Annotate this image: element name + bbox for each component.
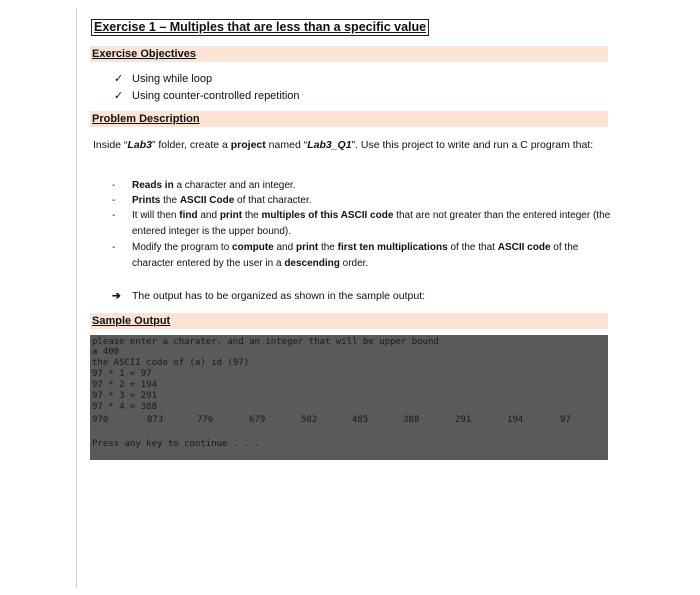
multiple-value: 485 [352,415,369,425]
console-line: 97 * 2 = 194 [92,380,158,390]
check-icon: ✓ [114,73,124,85]
console-line: 97 * 4 = 388 [92,402,158,412]
multiple-value: 970 [92,415,109,425]
multiple-value: 679 [249,415,266,425]
console-line: the ASCII code of (a) id (97) [92,358,250,368]
output-note: ➔ The output has to be organized as shown in the sample output: [112,290,426,302]
multiple-value: 388 [403,415,420,425]
margin-line [76,8,77,588]
sample-heading-bar [90,313,608,329]
problem-heading: Problem Description [92,113,200,125]
objective-item: ✓ Using counter-controlled repetition [114,90,300,102]
console-output [90,335,608,460]
problem-intro: Inside “Lab3” folder, create a project named “Lab3_Q1”. Use this project to write and run a C program that: [93,139,594,151]
document-page: Exercise 1 – Multiples that are less than a specific value Exercise Objectives ✓ Using while loop ✓ Using counter-controlled repetition Problem Description Inside “Lab3” folder, create a project named “Lab3_Q1”. Use this project to write and run a C program that: - Reads in a character and an integer. - Prints the ASCII Code of that character. - It will then find and print the multiples of this ASCII code that are not greater than the entered integer (the entered integer is the upper bound). - Modify the program to compute and print the first ten multiplications of the that ASCII code of the character entered by the user in a descending order. ➔ The output has to be organized as shown in the sample output: Sample Output please enter a charater, and an integer that will be upper bound a 400 the ASCII code of (a) id (97) 97 * 1 = 97 97 * 2 = 194 97 * 3 = 291 97 * 4 = 388 Press any key to continue . . . 970 873 776 679 582 485 388 291 194 97 [0,0,700,595]
console-line: please enter a charater, and an integer that will be upper bound [92,337,439,347]
console-line: Press any key to continue . . . [92,439,260,449]
multiple-value: 291 [455,415,472,425]
multiple-value: 97 [560,415,571,425]
multiple-value: 194 [507,415,524,425]
multiple-value: 776 [197,415,214,425]
sample-heading: Sample Output [92,315,171,327]
objective-item: ✓ Using while loop [114,73,213,85]
console-line: a 400 [92,347,120,357]
arrow-right-icon: ➔ [112,290,121,302]
exercise-title: Exercise 1 – Multiples that are less than a specific value [91,19,429,36]
problem-heading-bar [90,111,608,127]
objectives-heading-bar [90,46,608,62]
multiple-value: 582 [301,415,318,425]
console-line: 97 * 3 = 291 [92,391,158,401]
multiple-value: 873 [147,415,164,425]
console-line: 97 * 1 = 97 [92,369,152,379]
objectives-heading: Exercise Objectives [92,48,196,60]
check-icon: ✓ [114,90,124,102]
